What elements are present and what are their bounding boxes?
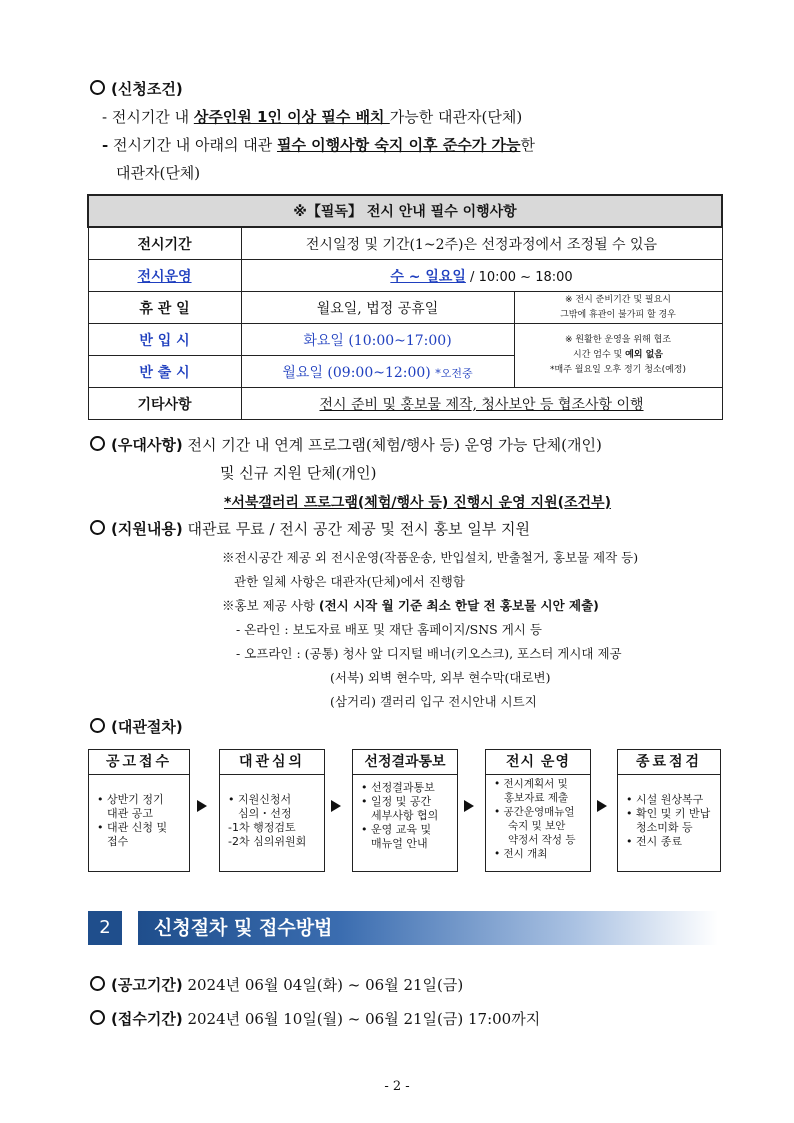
benefits-section [90, 434, 730, 524]
move-note-line-1: ※ 원활한 운영을 위해 협조 [565, 335, 671, 345]
step-line: -1차 행정검토 [228, 821, 296, 834]
move-out-tag: *오전중 [435, 366, 473, 380]
notice-period-heading: (공고기간) [111, 976, 183, 994]
step-line: • 운영 교육 및 [361, 823, 432, 836]
step-title: 공고접수 [89, 750, 189, 775]
step-line: • 지원신청서 [228, 793, 292, 806]
step-title: 종료점검 [618, 750, 720, 775]
step-line: • 선정결과통보 [361, 781, 435, 794]
requirements-table [87, 194, 723, 420]
conditions-l2-dash: - [102, 136, 109, 154]
move-note-line-2b: 예외 없음 [625, 350, 663, 360]
receipt-period-value: 2024년 06월 10일(월) ~ 06월 21일(금) 17:00까지 [187, 1010, 541, 1028]
conditions-heading-line [90, 78, 183, 99]
step-body [618, 775, 720, 849]
benefits-line-1 [90, 434, 602, 455]
conditions-l1-pre: - 전시기간 내 [102, 108, 194, 126]
benefits-line-3: *서북갤러리 프로그램(체험/행사 등) 진행시 운영 지원(조건부) [224, 495, 611, 511]
step-body [486, 775, 590, 861]
circle-bullet-icon [90, 436, 105, 451]
move-note-line-2a: 시간 엄수 및 [573, 350, 626, 360]
step-line: • 전시 개최 [494, 848, 548, 860]
step-line: 심의・선정 [238, 807, 292, 820]
arrow-right-icon [197, 800, 207, 812]
support-section [90, 518, 740, 708]
closed-note-line-1: ※ 전시 준비기간 및 필요시 [565, 294, 671, 305]
step-title: 전시 운영 [486, 750, 590, 775]
step-body [353, 775, 457, 851]
support-l4-emphasis: (전시 시작 월 기준 최소 한달 전 홍보물 시안 제출) [318, 598, 599, 613]
step-body [220, 775, 324, 849]
table-row [88, 227, 722, 260]
step-line: • 대관 신청 및 [97, 821, 168, 834]
row-value-other: 전시 준비 및 홍보물 제작, 청사보안 등 협조사항 이행 [241, 388, 722, 420]
arrow-right-icon [331, 800, 341, 812]
row-value-move-in: 화요일 (10:00~17:00) [241, 324, 514, 356]
row-value-operation [241, 260, 722, 292]
step-body [89, 775, 189, 849]
support-line-5: - 온라인 : 보도자료 배포 및 재단 홈페이지/SNS 게시 등 [236, 622, 542, 637]
support-line-1 [90, 518, 530, 539]
step-line: • 시설 원상복구 [626, 793, 704, 806]
row-label-closed: 휴 관 일 [88, 292, 241, 324]
step-line: • 상반기 정기 [97, 793, 164, 806]
row-note-closed [514, 292, 722, 324]
row-label-period: 전시기간 [88, 227, 241, 260]
conditions-l2-emphasis: 필수 이행사항 숙지 이후 준수가 가능 [276, 136, 521, 154]
step-line: • 공간운영매뉴얼 [494, 806, 575, 818]
support-line-6: - 오프라인 : (공통) 청사 앞 디지털 배너(키오스크), 포스터 게시대 제공 [236, 646, 622, 661]
procedure-step [485, 749, 591, 872]
procedure-step [219, 749, 325, 872]
conditions-section [90, 78, 730, 188]
arrow-right-icon [597, 800, 607, 812]
step-line: 약정서 작성 등 [508, 834, 576, 846]
table-row [88, 388, 722, 420]
table-title: ※【필독】 전시 안내 필수 이행사항 [88, 195, 722, 227]
support-line-3: 관한 일체 사항은 대관자(단체)에서 진행함 [234, 574, 465, 589]
circle-bullet-icon [90, 718, 105, 733]
step-line: • 확인 및 키 반납 [626, 807, 711, 820]
closed-note-line-2: 그밖에 휴관이 불가피 할 경우 [560, 309, 676, 320]
circle-bullet-icon [90, 1010, 105, 1025]
conditions-heading: (신청조건) [111, 80, 183, 98]
step-line: 청소미화 등 [636, 821, 693, 834]
step-title: 선정결과통보 [353, 750, 457, 775]
notice-period-value: 2024년 06월 04일(화) ~ 06월 21일(금) [187, 976, 464, 994]
row-label-move-in: 반 입 시 [88, 324, 241, 356]
move-out-time: 월요일 (09:00~12:00) [282, 364, 431, 381]
step-line: • 일정 및 공간 [361, 795, 432, 808]
page-number: - 2 - [384, 1079, 410, 1094]
step-line: 매뉴얼 안내 [371, 837, 428, 850]
row-label-move-out: 반 출 시 [88, 356, 241, 388]
conditions-l1-emphasis: 상주인원 1인 이상 필수 배치 [193, 108, 390, 126]
procedure-step [88, 749, 190, 872]
step-line: 접수 [107, 835, 129, 848]
conditions-line-2 [102, 134, 535, 155]
step-line: 대관 공고 [107, 807, 154, 820]
procedure-heading-line [90, 716, 183, 737]
step-line: -2차 심의위원회 [228, 835, 307, 848]
conditions-l2-post: 한 [520, 136, 535, 154]
section-title: 신청절차 및 접수방법 [154, 917, 333, 939]
row-value-move-out [241, 356, 514, 388]
operation-days: 수 ~ 일요일 [390, 268, 466, 285]
support-heading: (지원내용) [111, 520, 183, 538]
procedure-heading: (대관절차) [111, 718, 183, 736]
support-line-4 [222, 596, 599, 614]
step-line: • 전시계획서 및 [494, 778, 568, 790]
support-l1: 대관료 무료 / 전시 공간 제공 및 전시 홍보 일부 지원 [187, 520, 530, 538]
procedure-step [617, 749, 721, 872]
step-line: 세부사항 협의 [371, 809, 439, 822]
conditions-l1-post: 가능한 대관자(단체) [389, 108, 523, 126]
conditions-line-1 [102, 106, 522, 127]
step-line: • 전시 종료 [626, 835, 682, 848]
section-number: 2 [88, 911, 122, 945]
conditions-line-3: 대관자(단체) [116, 164, 201, 182]
circle-bullet-icon [90, 976, 105, 991]
circle-bullet-icon [90, 80, 105, 95]
support-line-2: ※전시공간 제공 외 전시운영(작품운송, 반입설치, 반출철거, 홍보물 제작 등) [222, 550, 639, 565]
table-row [88, 292, 722, 324]
receipt-period-line [90, 1008, 540, 1029]
circle-bullet-icon [90, 520, 105, 535]
step-title: 대관심의 [220, 750, 324, 775]
procedure-step [352, 749, 458, 872]
table-row [88, 324, 722, 356]
row-label-operation: 전시운영 [88, 260, 241, 292]
row-label-other: 기타사항 [88, 388, 241, 420]
table-row [88, 260, 722, 292]
notice-period-line [90, 974, 463, 995]
move-note-line-2 [521, 348, 716, 363]
step-line: 숙지 및 보안 [508, 820, 566, 832]
benefits-heading: (우대사항) [111, 436, 183, 454]
operation-hours: / 10:00 ~ 18:00 [465, 269, 573, 285]
step-line: 홍보자료 제출 [504, 792, 569, 804]
support-line-7: (서북) 외벽 현수막, 외부 현수막(대로변) [330, 670, 551, 685]
arrow-right-icon [464, 800, 474, 812]
benefits-l1: 전시 기간 내 연계 프로그램(체험/행사 등) 운영 가능 단체(개인) [187, 436, 602, 454]
move-note-line-3: *매주 월요일 오후 정기 청소(예정) [550, 365, 686, 375]
row-note-move [514, 324, 722, 388]
support-line-8: (삼거리) 갤러리 입구 전시안내 시트지 [330, 694, 537, 709]
row-value-closed: 월요일, 법정 공휴일 [241, 292, 514, 324]
conditions-l2-pre: 전시기간 내 아래의 대관 [108, 136, 277, 154]
receipt-period-heading: (접수기간) [111, 1010, 183, 1028]
row-value-period: 전시일정 및 기간(1~2주)은 선정과정에서 조정될 수 있음 [241, 227, 722, 260]
benefits-line-2: 및 신규 지원 단체(개인) [220, 464, 377, 482]
support-l4-pre: ※홍보 제공 사항 [222, 598, 319, 613]
